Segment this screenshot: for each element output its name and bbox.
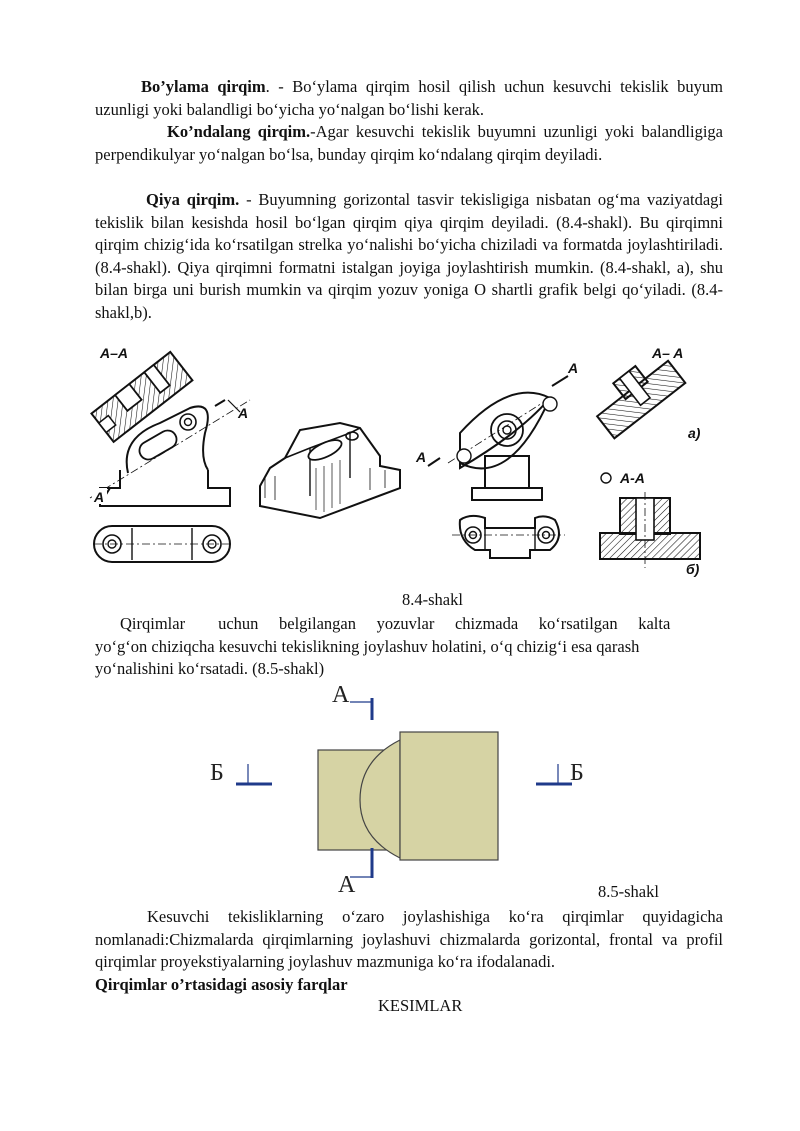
paragraph-section-labels-line-1: Qirqimlar uchun belgilangan yozuvlar chizmada ko‘rsatilgan kalta — [120, 614, 671, 633]
label-a-arrow-right-left: A — [416, 449, 427, 465]
term-transverse-section: Ko’ndalang qirqim. — [167, 122, 311, 141]
paragraph-longitudinal-section — [95, 76, 723, 121]
label-variant-b: б) — [686, 561, 700, 577]
text-section-naming: Kesuvchi tekisliklarning o‘zaro joylashishiga ko‘ra qirqimlar quyidagicha nomlanadi:Chizmalarda qirqimlarning joylashuvi chizmalarda gorizontal, frontal va profil qirqimlar proyekstiyalarning joylashuv mazmuniga ko‘ra ifodalanadi. — [95, 907, 723, 972]
figure-8-5 — [200, 680, 620, 898]
label-b-right: Б — [570, 760, 584, 786]
paragraph-section-labels — [95, 613, 765, 681]
label-a-bottom: А — [338, 872, 356, 898]
figure-8-4 — [80, 338, 720, 583]
rotated-section-left — [91, 352, 192, 442]
paragraph-transverse-section — [95, 121, 723, 166]
paragraph-section-labels-line-2: yo‘g‘on chiziqcha kesuvchi tekislikning joylashuv holatini, o‘q chizig‘i esa qarash — [95, 636, 640, 656]
label-a-arrow-right-top: A — [568, 360, 579, 376]
figure-8-5-caption: 8.5-shakl — [598, 882, 659, 901]
label-aa-right: A– A — [652, 345, 684, 361]
label-a-arrow-left: A — [94, 489, 105, 505]
rotated-section-right — [587, 348, 685, 438]
isometric-part — [260, 423, 400, 518]
front-view-right — [428, 376, 568, 500]
label-aa-rotated: A-A — [620, 470, 645, 486]
term-longitudinal-section: Bo’ylama qirqim — [141, 77, 266, 96]
label-a-arrow-top: A — [238, 405, 249, 421]
top-view-left — [94, 526, 230, 562]
paragraph-section-naming — [95, 906, 723, 996]
section-right-b — [600, 492, 700, 568]
label-variant-a: a) — [688, 425, 701, 441]
text-transverse-section: -Agar kesuvchi tekislik buyumni uzunligi yoki balandligiga perpendikulyar yo‘nalgan bo‘lsa, bunday qirqim ko‘ndalang qirqim deyiladi. — [95, 122, 724, 164]
term-oblique-section: Qiya qirqim. — [146, 190, 240, 209]
label-a-top: А — [332, 682, 350, 708]
rotation-symbol-icon — [601, 473, 611, 483]
paragraph-oblique-section — [95, 189, 723, 325]
label-aa-left: A–A — [100, 345, 129, 361]
top-view-right — [452, 516, 565, 558]
heading-kesimlar: KESIMLAR — [378, 996, 463, 1015]
block-body — [400, 732, 498, 860]
figure-8-4-caption: 8.4-shakl — [402, 590, 463, 609]
text-oblique-section: - Buyumning gorizontal tasvir tekisligiga nisbatan og‘ma vaziyatdagi tekislik bilan kesishda hosil bo‘lgan qirqim qiya qirqim deyiladi. (8.4-shakl). Bu qirqimni qirqim chizig‘ida ko‘rsatilgan strelka yo‘nalishi bo‘yicha chiziladi va formatda joylashtiriladi. (8.4-shakl). Qiya qirqimni formatni istalgan joyiga joylashtirish mumkin. (8.4-shakl, a), shu bilan birga uni burish mumkin va qirqim yozuv yoniga O shartli grafik belgi qo‘yiladi. (8.4-shakl,b). — [95, 190, 723, 322]
text-longitudinal-section: . - Bo‘ylama qirqim hosil qilish uchun kesuvchi tekislik buyum uzunligi yoki balandligi bo‘yicha yo‘nalgan bo‘lishi kerak. — [95, 77, 723, 119]
paragraph-section-labels-line-3: yo‘nalishini ko‘rsatadi. (8.5-shakl) — [95, 659, 325, 679]
label-b-left: Б — [210, 760, 224, 786]
heading-main-differences: Qirqimlar o’rtasidagi asosiy farqlar — [95, 974, 348, 994]
